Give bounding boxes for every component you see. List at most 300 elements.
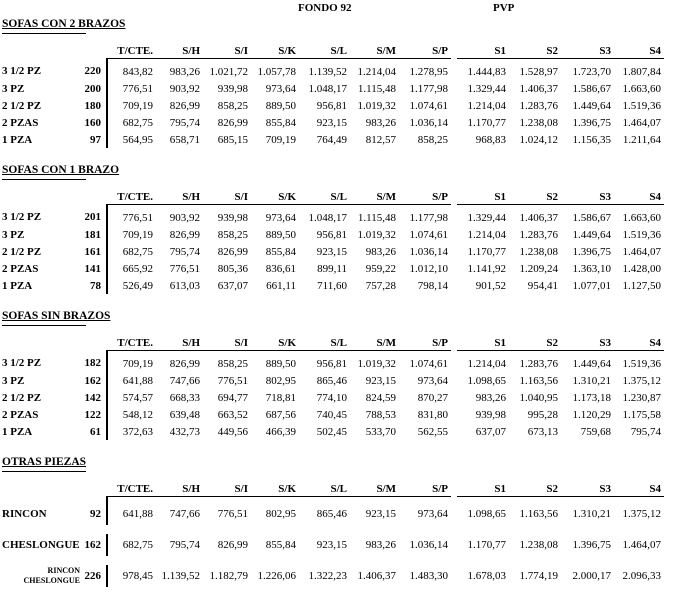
row-label: 3 1/2 PZ bbox=[2, 211, 42, 224]
price-cell: 1.139,52 bbox=[161, 570, 200, 582]
price-cell: 1.283,76 bbox=[519, 228, 558, 241]
column-header: T/CTE. bbox=[107, 40, 156, 59]
price-cell: 1.024,12 bbox=[519, 133, 558, 146]
price-cell: 668,33 bbox=[169, 391, 200, 404]
price-cell: 1.464,07 bbox=[622, 245, 661, 258]
price-cell: 899,11 bbox=[317, 262, 347, 275]
price-cell: 1.283,76 bbox=[519, 357, 558, 370]
price-cell: 1.663,60 bbox=[622, 211, 661, 224]
price-table bbox=[2, 332, 664, 440]
price-cell: 1.170,77 bbox=[467, 116, 506, 129]
price-cell: 1.209,24 bbox=[519, 262, 558, 275]
section-sofas-sin-brazos bbox=[2, 310, 673, 440]
price-cell: 826,99 bbox=[169, 99, 200, 112]
row-label: 3 PZ bbox=[2, 374, 25, 387]
price-cell: 1.329,44 bbox=[467, 82, 506, 95]
column-header: S/K bbox=[251, 186, 299, 205]
column-header: S1 bbox=[457, 332, 509, 351]
price-cell: 1.036,14 bbox=[409, 539, 448, 551]
price-cell: 1.214,04 bbox=[467, 357, 506, 370]
price-cell: 939,98 bbox=[217, 82, 248, 95]
price-cell: 855,84 bbox=[265, 539, 296, 551]
price-cell: 661,11 bbox=[266, 279, 296, 292]
price-cell: 858,25 bbox=[217, 99, 248, 112]
column-header: S/H bbox=[156, 478, 203, 497]
row-label: 2 1/2 PZ bbox=[2, 245, 42, 258]
price-cell: 711,60 bbox=[317, 279, 347, 292]
price-cell: 968,83 bbox=[475, 133, 506, 146]
price-cell: 1.449,64 bbox=[572, 99, 611, 112]
price-cell: 1.141,92 bbox=[467, 262, 506, 275]
price-cell: 1.396,75 bbox=[572, 116, 611, 129]
price-cell: 983,26 bbox=[365, 245, 396, 258]
price-cell: 824,59 bbox=[365, 391, 396, 404]
price-cell: 1.019,32 bbox=[357, 357, 396, 370]
price-table bbox=[2, 186, 664, 294]
price-cell: 1.120,29 bbox=[572, 408, 611, 421]
column-header-row bbox=[2, 332, 664, 351]
price-cell: 709,19 bbox=[107, 351, 156, 373]
price-cell: 709,19 bbox=[265, 133, 296, 146]
row-size: 161 bbox=[84, 245, 101, 258]
fondo-group-header: FONDO 92 bbox=[298, 2, 352, 14]
price-cell: 574,57 bbox=[107, 389, 156, 406]
row-size: 122 bbox=[84, 408, 101, 421]
price-cell: 1.019,32 bbox=[357, 99, 396, 112]
price-cell: 1.127,50 bbox=[622, 279, 661, 292]
price-cell: 973,64 bbox=[265, 82, 296, 95]
price-cell: 858,25 bbox=[217, 357, 248, 370]
column-header: S3 bbox=[561, 40, 614, 59]
row-size: 201 bbox=[84, 211, 101, 224]
column-header: S/K bbox=[251, 332, 299, 351]
price-cell: 959,22 bbox=[365, 262, 396, 275]
price-cell: 2.000,17 bbox=[572, 570, 611, 582]
column-header: S3 bbox=[561, 478, 614, 497]
price-cell: 1.483,30 bbox=[409, 570, 448, 582]
price-cell: 682,75 bbox=[107, 114, 156, 131]
spacer bbox=[84, 186, 107, 205]
row-size: 200 bbox=[84, 82, 101, 95]
column-header: S/M bbox=[350, 332, 399, 351]
price-table bbox=[2, 40, 664, 148]
table-row bbox=[2, 389, 664, 406]
price-cell: 449,56 bbox=[217, 425, 248, 438]
price-cell: 826,99 bbox=[217, 245, 248, 258]
price-cell: 1.074,61 bbox=[409, 228, 448, 241]
price-cell: 526,49 bbox=[107, 277, 156, 294]
price-cell: 923,15 bbox=[365, 508, 396, 520]
column-header: S/I bbox=[203, 186, 251, 205]
price-cell: 1.048,17 bbox=[308, 82, 347, 95]
column-header: S/L bbox=[299, 186, 350, 205]
section-title bbox=[2, 456, 673, 469]
price-cell: 1.519,36 bbox=[622, 228, 661, 241]
row-label: CHESLONGUE bbox=[2, 539, 80, 551]
price-cell: 870,27 bbox=[417, 391, 448, 404]
price-cell: 776,51 bbox=[169, 262, 200, 275]
price-cell: 1.519,36 bbox=[622, 99, 661, 112]
table-row bbox=[2, 80, 664, 97]
price-cell: 826,99 bbox=[217, 116, 248, 129]
price-cell: 836,61 bbox=[265, 262, 296, 275]
price-cell: 1.774,19 bbox=[519, 570, 558, 582]
price-cell: 805,36 bbox=[217, 262, 248, 275]
price-cell: 637,07 bbox=[475, 425, 506, 438]
price-cell: 1.173,18 bbox=[572, 391, 611, 404]
price-cell: 795,74 bbox=[169, 245, 200, 258]
price-cell: 1.396,75 bbox=[572, 539, 611, 551]
price-cell: 776,51 bbox=[217, 374, 248, 387]
price-cell: 1.214,04 bbox=[467, 99, 506, 112]
price-cell: 826,99 bbox=[169, 228, 200, 241]
row-label: RINCON bbox=[2, 507, 47, 520]
price-cell: 1.177,98 bbox=[409, 211, 448, 224]
column-header: S/K bbox=[251, 478, 299, 497]
price-cell: 1.036,14 bbox=[409, 116, 448, 129]
price-cell: 1.019,32 bbox=[357, 228, 396, 241]
price-cell: 1.057,78 bbox=[257, 65, 296, 78]
price-cell: 983,26 bbox=[365, 116, 396, 129]
price-cell: 954,41 bbox=[527, 279, 558, 292]
price-cell: 855,84 bbox=[265, 116, 296, 129]
table-row bbox=[2, 423, 664, 440]
price-cell: 923,15 bbox=[316, 245, 347, 258]
column-header: S4 bbox=[614, 186, 664, 205]
row-size: 180 bbox=[84, 99, 101, 112]
price-cell: 1.278,95 bbox=[409, 65, 448, 78]
price-cell: 889,50 bbox=[265, 99, 296, 112]
row-size: 97 bbox=[90, 133, 101, 146]
price-cell: 1.115,48 bbox=[357, 211, 396, 224]
price-cell: 1.012,10 bbox=[409, 262, 448, 275]
price-cell: 663,52 bbox=[217, 408, 248, 421]
column-header: S1 bbox=[457, 478, 509, 497]
price-cell: 685,15 bbox=[217, 133, 248, 146]
price-cell: 1.163,56 bbox=[519, 374, 558, 387]
price-cell: 747,66 bbox=[169, 508, 200, 520]
price-cell: 956,81 bbox=[316, 99, 347, 112]
price-cell: 956,81 bbox=[316, 357, 347, 370]
price-cell: 1.406,37 bbox=[357, 570, 396, 582]
column-header: S2 bbox=[509, 186, 561, 205]
row-label: 3 PZ bbox=[2, 228, 25, 241]
price-cell: 613,03 bbox=[169, 279, 200, 292]
row-size: 226 bbox=[84, 570, 101, 582]
price-cell: 1.163,56 bbox=[519, 508, 558, 520]
price-cell: 995,28 bbox=[527, 408, 558, 421]
column-header: S2 bbox=[509, 332, 561, 351]
row-size: 61 bbox=[90, 425, 101, 438]
price-cell: 865,46 bbox=[316, 374, 347, 387]
column-header: S3 bbox=[561, 332, 614, 351]
table-row bbox=[2, 497, 664, 526]
price-cell: 776,51 bbox=[107, 80, 156, 97]
price-cell: 858,25 bbox=[417, 133, 448, 146]
column-header: S1 bbox=[457, 40, 509, 59]
price-cell: 901,52 bbox=[475, 279, 506, 292]
price-cell: 978,45 bbox=[107, 565, 156, 587]
price-cell: 562,55 bbox=[417, 425, 448, 438]
row-size: 220 bbox=[84, 65, 101, 78]
column-header: S/H bbox=[156, 40, 203, 59]
price-cell: 1.406,37 bbox=[519, 211, 558, 224]
price-cell: 1.375,12 bbox=[622, 508, 661, 520]
table-row bbox=[2, 534, 664, 556]
price-cell: 1.586,67 bbox=[572, 211, 611, 224]
column-header: S/P bbox=[399, 332, 451, 351]
row-label: 3 1/2 PZ bbox=[2, 65, 42, 78]
price-cell: 372,63 bbox=[107, 423, 156, 440]
row-label: 2 PZAS bbox=[2, 116, 39, 129]
section-title-rule bbox=[2, 33, 86, 34]
price-cell: 757,28 bbox=[365, 279, 396, 292]
price-cell: 798,14 bbox=[417, 279, 448, 292]
price-cell: 1.528,97 bbox=[519, 65, 558, 78]
column-header: S4 bbox=[614, 40, 664, 59]
price-cell: 983,26 bbox=[169, 65, 200, 78]
column-header: S/L bbox=[299, 40, 350, 59]
table-row bbox=[2, 114, 664, 131]
column-header: S/M bbox=[350, 478, 399, 497]
price-cell: 709,19 bbox=[107, 97, 156, 114]
price-cell: 973,64 bbox=[265, 211, 296, 224]
price-cell: 923,15 bbox=[316, 539, 347, 551]
row-size: 142 bbox=[84, 391, 101, 404]
section-title bbox=[2, 18, 673, 31]
price-cell: 826,99 bbox=[169, 357, 200, 370]
column-header: S2 bbox=[509, 478, 561, 497]
price-cell: 1.238,08 bbox=[519, 116, 558, 129]
price-cell: 983,26 bbox=[365, 539, 396, 551]
column-header: S/I bbox=[203, 332, 251, 351]
price-cell: 502,45 bbox=[316, 425, 347, 438]
column-header: S/K bbox=[251, 40, 299, 59]
price-cell: 1.230,87 bbox=[622, 391, 661, 404]
row-size: 182 bbox=[84, 357, 101, 370]
price-cell: 776,51 bbox=[107, 205, 156, 227]
price-cell: 812,57 bbox=[365, 133, 396, 146]
table-row bbox=[2, 226, 664, 243]
column-header: S4 bbox=[614, 332, 664, 351]
row-gap bbox=[2, 525, 664, 534]
row-label: 1 PZA bbox=[2, 133, 33, 146]
spacer bbox=[84, 478, 107, 497]
price-cell: 1.021,72 bbox=[209, 65, 248, 78]
price-cell: 939,98 bbox=[217, 211, 248, 224]
price-cell: 788,53 bbox=[365, 408, 396, 421]
price-cell: 1.214,04 bbox=[357, 65, 396, 78]
sections-container bbox=[2, 18, 673, 587]
price-cell: 1.464,07 bbox=[622, 116, 661, 129]
price-cell: 1.115,48 bbox=[357, 82, 396, 95]
column-header: S/L bbox=[299, 332, 350, 351]
price-cell: 682,75 bbox=[107, 243, 156, 260]
column-header: S4 bbox=[614, 478, 664, 497]
row-label: RINCON CHESLONGUE bbox=[23, 566, 80, 585]
price-cell: 1.678,03 bbox=[467, 570, 506, 582]
price-cell: 694,77 bbox=[217, 391, 248, 404]
price-cell: 826,99 bbox=[217, 539, 248, 551]
price-cell: 774,10 bbox=[316, 391, 347, 404]
column-header-row bbox=[2, 186, 664, 205]
price-cell: 533,70 bbox=[365, 425, 396, 438]
spacer bbox=[2, 186, 84, 205]
column-header-row bbox=[2, 40, 664, 59]
column-header: S2 bbox=[509, 40, 561, 59]
row-size: 160 bbox=[84, 116, 101, 129]
price-cell: 1.375,12 bbox=[622, 374, 661, 387]
price-cell: 564,95 bbox=[107, 131, 156, 148]
price-cell: 1.396,75 bbox=[572, 245, 611, 258]
price-cell: 1.170,77 bbox=[467, 539, 506, 551]
price-cell: 1.238,08 bbox=[519, 539, 558, 551]
price-cell: 1.048,17 bbox=[308, 211, 347, 224]
column-header: S/M bbox=[350, 40, 399, 59]
table-row bbox=[2, 97, 664, 114]
table-row bbox=[2, 406, 664, 423]
price-cell: 747,66 bbox=[169, 374, 200, 387]
price-cell: 795,74 bbox=[169, 116, 200, 129]
price-cell: 1.449,64 bbox=[572, 357, 611, 370]
price-cell: 923,15 bbox=[316, 116, 347, 129]
column-header: T/CTE. bbox=[107, 186, 156, 205]
column-header: S/I bbox=[203, 478, 251, 497]
row-label: 1 PZA bbox=[2, 425, 33, 438]
price-cell: 641,88 bbox=[107, 372, 156, 389]
price-cell: 1.310,21 bbox=[572, 508, 611, 520]
price-cell: 1.156,35 bbox=[572, 133, 611, 146]
section-title-text: SOFAS CON 1 BRAZO bbox=[2, 164, 120, 176]
price-cell: 795,74 bbox=[169, 539, 200, 551]
column-header: S3 bbox=[561, 186, 614, 205]
price-cell: 1.586,67 bbox=[572, 82, 611, 95]
price-cell: 682,75 bbox=[107, 534, 156, 556]
price-cell: 973,64 bbox=[417, 374, 448, 387]
section-sofas-con-2-brazos bbox=[2, 18, 673, 148]
price-cell: 1.310,21 bbox=[572, 374, 611, 387]
spacer bbox=[2, 556, 664, 565]
price-cell: 1.098,65 bbox=[467, 508, 506, 520]
table-row bbox=[2, 277, 664, 294]
spacer bbox=[84, 40, 107, 59]
row-size: 141 bbox=[84, 262, 101, 275]
row-label: 2 PZAS bbox=[2, 262, 39, 275]
column-header: S/M bbox=[350, 186, 399, 205]
section-title bbox=[2, 164, 673, 177]
spacer bbox=[84, 332, 107, 351]
price-cell: 903,92 bbox=[169, 82, 200, 95]
row-label: 2 1/2 PZ bbox=[2, 391, 42, 404]
table-row bbox=[2, 59, 664, 81]
price-cell: 687,56 bbox=[265, 408, 296, 421]
price-cell: 1.226,06 bbox=[257, 570, 296, 582]
table-row bbox=[2, 351, 664, 373]
section-sofas-con-1-brazo bbox=[2, 164, 673, 294]
price-cell: 466,39 bbox=[265, 425, 296, 438]
price-cell: 831,80 bbox=[417, 408, 448, 421]
column-header: S1 bbox=[457, 186, 509, 205]
table-row bbox=[2, 131, 664, 148]
price-cell: 641,88 bbox=[107, 497, 156, 526]
price-cell: 1.444,83 bbox=[467, 65, 506, 78]
row-size: 181 bbox=[84, 228, 101, 241]
price-cell: 956,81 bbox=[316, 228, 347, 241]
price-cell: 1.238,08 bbox=[519, 245, 558, 258]
price-table bbox=[2, 478, 664, 587]
price-cell: 889,50 bbox=[265, 228, 296, 241]
price-cell: 709,19 bbox=[107, 226, 156, 243]
price-cell: 1.074,61 bbox=[409, 99, 448, 112]
price-cell: 1.074,61 bbox=[409, 357, 448, 370]
price-cell: 1.329,44 bbox=[467, 211, 506, 224]
price-cell: 903,92 bbox=[169, 211, 200, 224]
row-label: 3 1/2 PZ bbox=[2, 357, 42, 370]
price-cell: 1.211,64 bbox=[622, 133, 661, 146]
price-cell: 1.177,98 bbox=[409, 82, 448, 95]
row-label: 2 1/2 PZ bbox=[2, 99, 42, 112]
section-title-rule bbox=[2, 179, 86, 180]
price-cell: 665,92 bbox=[107, 260, 156, 277]
row-label: 3 PZ bbox=[2, 82, 25, 95]
column-header: S/P bbox=[399, 186, 451, 205]
price-cell: 843,82 bbox=[107, 59, 156, 81]
price-cell: 673,13 bbox=[527, 425, 558, 438]
row-size: 78 bbox=[90, 279, 101, 292]
price-cell: 1.036,14 bbox=[409, 245, 448, 258]
price-cell: 795,74 bbox=[630, 425, 661, 438]
price-cell: 1.322,23 bbox=[308, 570, 347, 582]
section-title-text: SOFAS SIN BRAZOS bbox=[2, 310, 111, 322]
price-cell: 923,15 bbox=[365, 374, 396, 387]
price-cell: 658,71 bbox=[169, 133, 200, 146]
price-cell: 764,49 bbox=[316, 133, 347, 146]
price-cell: 865,46 bbox=[316, 508, 347, 520]
price-cell: 1.363,10 bbox=[572, 262, 611, 275]
spacer bbox=[2, 525, 664, 534]
row-size: 162 bbox=[84, 539, 101, 551]
section-title-text: OTRAS PIEZAS bbox=[2, 456, 87, 468]
price-cell: 548,12 bbox=[107, 406, 156, 423]
column-header-row bbox=[2, 478, 664, 497]
row-label: 1 PZA bbox=[2, 279, 33, 292]
price-cell: 639,48 bbox=[169, 408, 200, 421]
section-title-rule bbox=[2, 325, 86, 326]
price-cell: 2.096,33 bbox=[622, 570, 661, 582]
group-header-row bbox=[2, 2, 673, 17]
price-cell: 718,81 bbox=[265, 391, 296, 404]
price-cell: 740,45 bbox=[316, 408, 347, 421]
price-cell: 939,98 bbox=[475, 408, 506, 421]
price-cell: 1.723,70 bbox=[572, 65, 611, 78]
table-row bbox=[2, 372, 664, 389]
table-row bbox=[2, 205, 664, 227]
price-cell: 983,26 bbox=[475, 391, 506, 404]
section-title bbox=[2, 310, 673, 323]
spacer bbox=[2, 478, 84, 497]
section-otras-piezas bbox=[2, 456, 673, 587]
section-title-rule bbox=[2, 471, 86, 472]
price-cell: 1.519,36 bbox=[622, 357, 661, 370]
price-cell: 1.040,95 bbox=[519, 391, 558, 404]
table-row bbox=[2, 565, 664, 587]
price-cell: 802,95 bbox=[265, 374, 296, 387]
price-cell: 1.807,84 bbox=[622, 65, 661, 78]
pvp-group-header: PVP bbox=[493, 2, 515, 14]
price-cell: 1.428,00 bbox=[622, 262, 661, 275]
price-cell: 776,51 bbox=[217, 508, 248, 520]
price-cell: 637,07 bbox=[217, 279, 248, 292]
